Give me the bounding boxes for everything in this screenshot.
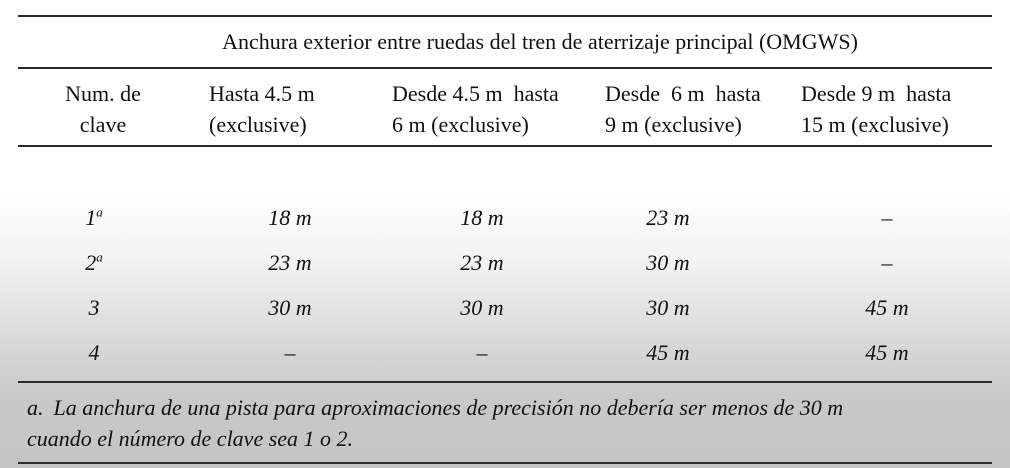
value-cell: 23 m — [460, 249, 504, 275]
value-cell: 18 m — [460, 204, 504, 230]
footnote-marker: a — [96, 249, 103, 265]
code-value: 2 — [85, 249, 97, 275]
footnote-marker: a — [96, 204, 103, 220]
value-cell: 45 m — [646, 339, 690, 365]
table-row — [18, 240, 992, 285]
code-cell — [18, 295, 170, 321]
header-line: Desde 4.5 m hasta — [392, 81, 559, 106]
header-line: Hasta 4.5 m — [209, 81, 315, 106]
code-cell — [18, 205, 170, 231]
header-line: Desde 9 m hasta — [801, 81, 952, 106]
table-title: Anchura exterior entre ruedas del tren de aterrizaje principal (OMGWS) — [222, 29, 858, 54]
value-cell: 30 m — [268, 294, 312, 320]
header-4-5-to-6 — [388, 69, 601, 145]
header-line: Num. de — [65, 81, 141, 106]
header-line: 9 m (exclusive) — [605, 112, 742, 137]
table-row — [18, 195, 992, 240]
footnote-line — [27, 392, 992, 423]
table-row — [18, 330, 992, 375]
code-value: 3 — [88, 294, 100, 320]
header-line: (exclusive) — [209, 112, 307, 137]
value-cell: 45 m — [865, 339, 909, 365]
header-6-to-9 — [601, 69, 801, 145]
code-value: 1 — [85, 204, 97, 230]
value-cell: – — [881, 204, 893, 230]
value-cell: – — [476, 339, 488, 365]
value-cell: 30 m — [460, 294, 504, 320]
header-up-to-4-5 — [188, 69, 388, 145]
value-cell: 30 m — [646, 294, 690, 320]
runway-width-table — [18, 15, 992, 464]
code-value: 4 — [88, 339, 100, 365]
header-line: 6 m (exclusive) — [392, 112, 529, 137]
header-line: Desde 6 m hasta — [605, 81, 761, 106]
value-cell: 18 m — [268, 204, 312, 230]
value-cell: 45 m — [865, 294, 909, 320]
table-body — [18, 147, 992, 375]
table-footnote — [18, 383, 992, 462]
value-cell: 23 m — [268, 249, 312, 275]
value-cell: – — [881, 249, 893, 275]
value-cell: – — [284, 339, 296, 365]
bottom-rule — [18, 462, 992, 464]
footnote-line: cuando el número de clave sea 1 o 2. — [27, 426, 354, 451]
header-code-number — [18, 69, 188, 145]
value-cell: 23 m — [646, 204, 690, 230]
code-cell — [18, 250, 170, 276]
code-cell — [18, 340, 170, 366]
header-line: 15 m (exclusive) — [801, 112, 949, 137]
footnote-label: a. — [27, 395, 44, 420]
footnote-text: La anchura de una pista para aproximaciones de precisión no debería ser menos de 30 m — [53, 395, 844, 420]
header-line: clave — [79, 112, 127, 137]
table-row — [18, 285, 992, 330]
header-9-to-15 — [801, 69, 992, 145]
column-headers — [18, 69, 992, 145]
value-cell: 30 m — [646, 249, 690, 275]
